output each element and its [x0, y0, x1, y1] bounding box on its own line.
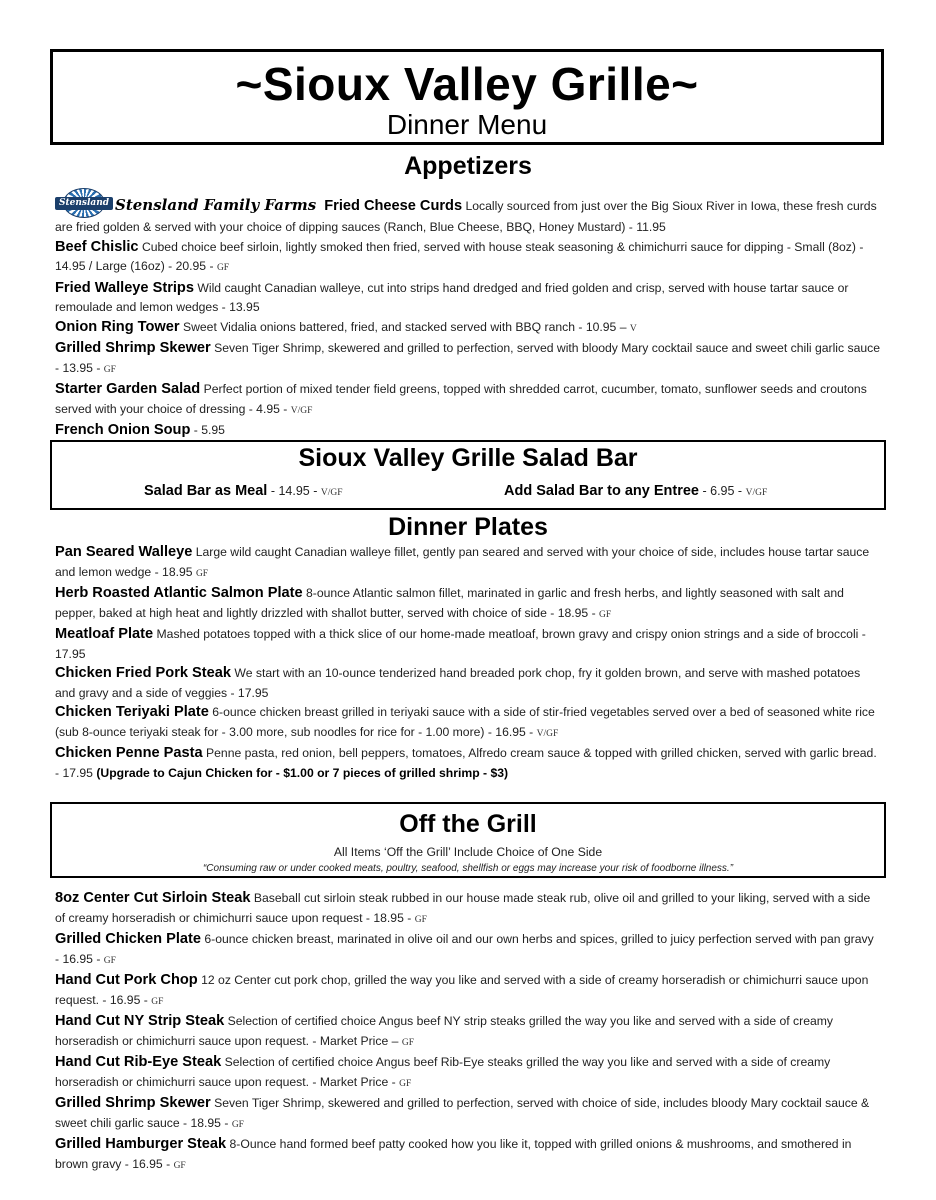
- item-name: 8oz Center Cut Sirloin Steak: [55, 890, 251, 906]
- menu-item: [55, 318, 881, 340]
- restaurant-title: ~Sioux Valley Grille~: [235, 58, 699, 110]
- menu-item: [55, 1094, 881, 1135]
- option-price: - 14.95 -: [270, 484, 318, 498]
- item-description: Wild caught Canadian walleye, cut into strips hand dredged and fried golden and crisp, served with house tartar sauce or remoulade and lemon wedges - 13.95: [55, 280, 849, 314]
- menu-item: [55, 1012, 881, 1053]
- menu-item: [55, 380, 881, 421]
- option-name: Add Salad Bar to any Entree: [504, 483, 699, 499]
- dinner-plates-heading: Dinner Plates: [388, 513, 548, 541]
- item-name: Hand Cut Rib-Eye Steak: [55, 1054, 222, 1070]
- option-name: Salad Bar as Meal: [144, 483, 268, 499]
- item-name: Grilled Shrimp Skewer: [55, 1095, 211, 1111]
- item-description: Seven Tiger Shrimp, skewered and grilled to perfection, served with bloody Mary cocktail sauce and sweet chili garlic sauce - 13.95 -: [55, 341, 881, 375]
- item-description: 8-ounce Atlantic salmon fillet, marinated in garlic and fresh herbs, and lightly seasoned with salt and pepper, baked at high heat and lightly drizzled with shallot butter, served with choice of side - 18.95 -: [55, 586, 844, 620]
- item-description: - 5.95: [193, 423, 225, 437]
- diet-tag: V/GF: [290, 405, 313, 416]
- title-box: [50, 49, 884, 145]
- diet-tag: GF: [401, 1037, 414, 1048]
- menu-item: [55, 543, 881, 584]
- item-description: Sweet Vidalia onions battered, fried, and stacked served with BBQ ranch - 10.95 –: [182, 319, 627, 334]
- diet-tag: GF: [195, 568, 209, 579]
- menu-item: [55, 703, 881, 744]
- salad-bar-heading: Sioux Valley Grille Salad Bar: [298, 444, 638, 472]
- diet-tag: V: [629, 323, 637, 334]
- item-description: Selection of certified choice Angus beef Rib-Eye steaks grilled the way you like and served with a side of creamy horseradish or chimichurri sauce upon request. - Market Price -: [55, 1055, 831, 1089]
- item-name: Grilled Hamburger Steak: [55, 1136, 227, 1152]
- menu-item: [55, 930, 881, 971]
- diet-tag: GF: [103, 955, 116, 966]
- upgrade-note: (Upgrade to Cajun Chicken for - $1.00 or 7 pieces of grilled shrimp - $3): [96, 765, 509, 780]
- food-safety-warning: “Consuming raw or under cooked meats, poultry, seafood, shellfish or eggs may increase your risk of foodborne illness.”: [202, 863, 734, 874]
- item-name: Grilled Chicken Plate: [55, 931, 201, 947]
- item-name: Hand Cut Pork Chop: [55, 972, 198, 988]
- diet-tag: GF: [414, 914, 427, 925]
- item-name: Beef Chislic: [55, 238, 139, 255]
- option-price: - 6.95 -: [702, 484, 743, 498]
- item-description: 6-ounce chicken breast grilled in teriyaki sauce with a side of stir-fried vegetables served over a bed of seasoned white rice (sub 8-ounce teriyaki steak for - 3.00 more, sub noodles for rice for - 1.00 more) - 16.95 -: [55, 705, 875, 739]
- item-description: Large wild caught Canadian walleye fillet, gently pan seared and served with your choice of side, includes house tartar sauce and lemon wedge - 18.95: [55, 545, 870, 579]
- item-description: Seven Tiger Shrimp, skewered and grilled to perfection, served with choice of side, includes bloody Mary cocktail sauce & sweet chili garlic sauce - 18.95 -: [55, 1096, 870, 1130]
- menu-item: [55, 279, 881, 318]
- menu-item: [55, 744, 881, 783]
- item-description: Baseball cut sirloin steak rubbed in our house made steak rub, olive oil and grilled to your liking, served with a side of creamy horseradish or chimichurri sauce upon request - 18.95 -: [55, 891, 871, 925]
- item-name: Starter Garden Salad: [55, 381, 201, 397]
- item-name: Grilled Shrimp Skewer: [55, 340, 211, 356]
- dinner-plates-list: [55, 543, 881, 783]
- menu-item: [55, 339, 881, 380]
- menu-item: [55, 971, 881, 1012]
- menu-item: [55, 1053, 881, 1094]
- salad-option: [504, 483, 767, 499]
- side-note: All Items ‘Off the Grill’ Include Choice of One Side: [333, 845, 603, 859]
- diet-tag: GF: [399, 1078, 412, 1089]
- item-description: 8-Ounce hand formed beef patty cooked how you like it, topped with grilled onions & mushrooms, and smothered in brown gravy - 16.95 -: [55, 1137, 852, 1171]
- item-description: Mashed potatoes topped with a thick slice of our home-made meatloaf, brown gravy and crispy onion strings and a side of broccoli - 17.95: [55, 627, 866, 661]
- item-name: Fried Walleye Strips: [55, 279, 194, 296]
- item-name: Chicken Teriyaki Plate: [55, 704, 209, 720]
- item-description: Selection of certified choice Angus beef NY strip steaks grilled the way you like and served with a side of creamy horseradish or chimichurri sauce upon request. - Market Price –: [55, 1014, 834, 1048]
- item-name: Herb Roasted Atlantic Salmon Plate: [55, 585, 303, 601]
- item-name: Meatloaf Plate: [55, 626, 154, 642]
- item-description: 12 oz Center cut pork chop, grilled the way you like and served with a side of creamy horseradish or chimichurri sauce upon request. - 16.95 -: [55, 973, 869, 1007]
- menu-item: [55, 664, 881, 703]
- menu-item: [55, 421, 881, 441]
- item-name: Onion Ring Tower: [55, 318, 180, 335]
- item-name: Chicken Penne Pasta: [55, 745, 203, 761]
- item-name: Hand Cut NY Strip Steak: [55, 1013, 225, 1029]
- diet-tag: GF: [216, 263, 230, 273]
- diet-tag: GF: [599, 609, 612, 620]
- appetizers-list: [55, 188, 881, 441]
- appetizers-heading: Appetizers: [404, 152, 532, 180]
- diet-tag: V/GF: [745, 488, 768, 498]
- menu-item: [55, 238, 881, 279]
- item-description: Cubed choice beef sirloin, lightly smoked then fried, served with house steak seasoning & chimichurri sauce for dipping - Small (8oz) - 14.95 / Large (16oz) - 20.95 -: [55, 239, 864, 273]
- diet-tag: GF: [231, 1119, 244, 1130]
- logo-banner: Stensland: [55, 197, 113, 210]
- menu-item: [55, 1135, 881, 1176]
- off-the-grill-box: [50, 802, 886, 878]
- off-the-grill-heading: Off the Grill: [399, 810, 537, 838]
- off-the-grill-list: [55, 889, 881, 1176]
- menu-item: [55, 188, 881, 238]
- menu-item: [55, 584, 881, 625]
- item-description: Penne pasta, red onion, bell peppers, tomatoes, Alfredo cream sauce & topped with grilled chicken, served with garlic bread. - 17.95: [55, 746, 877, 780]
- item-description: We start with an 10-ounce tenderized hand breaded pork chop, fry it golden brown, and serve with mashed potatoes and gravy and a side of veggies - 17.95: [55, 666, 861, 700]
- stensland-logo: [55, 188, 113, 218]
- item-name: Chicken Fried Pork Steak: [55, 665, 232, 681]
- diet-tag: V/GF: [320, 488, 343, 498]
- item-name: Fried Cheese Curds: [324, 198, 463, 214]
- menu-item: [55, 625, 881, 664]
- diet-tag: GF: [103, 364, 116, 375]
- item-description: Perfect portion of mixed tender field greens, topped with shredded carrot, cucumber, tomato, sunflower seeds and croutons served with your choice of dressing - 4.95 -: [55, 382, 867, 416]
- menu-item: [55, 889, 881, 930]
- item-name: French Onion Soup: [55, 422, 191, 438]
- item-name: Pan Seared Walleye: [55, 544, 193, 560]
- salad-bar-box: [50, 440, 886, 510]
- menu-subtitle: Dinner Menu: [386, 109, 548, 140]
- diet-tag: GF: [151, 996, 164, 1007]
- diet-tag: GF: [173, 1160, 186, 1171]
- salad-option: [144, 483, 343, 499]
- diet-tag: V/GF: [536, 728, 559, 739]
- item-description: 6-ounce chicken breast, marinated in olive oil and our own herbs and spices, grilled to juicy perfection served with pan gravy - 16.95 -: [55, 932, 874, 966]
- item-description: Locally sourced from just over the Big Sioux River in Iowa, these fresh curds are fried golden & served with your choice of dipping sauces (Ranch, Blue Cheese, BBQ, Honey Mustard) - 11.95: [55, 199, 877, 234]
- farm-name: Stensland Family Farms: [115, 196, 317, 214]
